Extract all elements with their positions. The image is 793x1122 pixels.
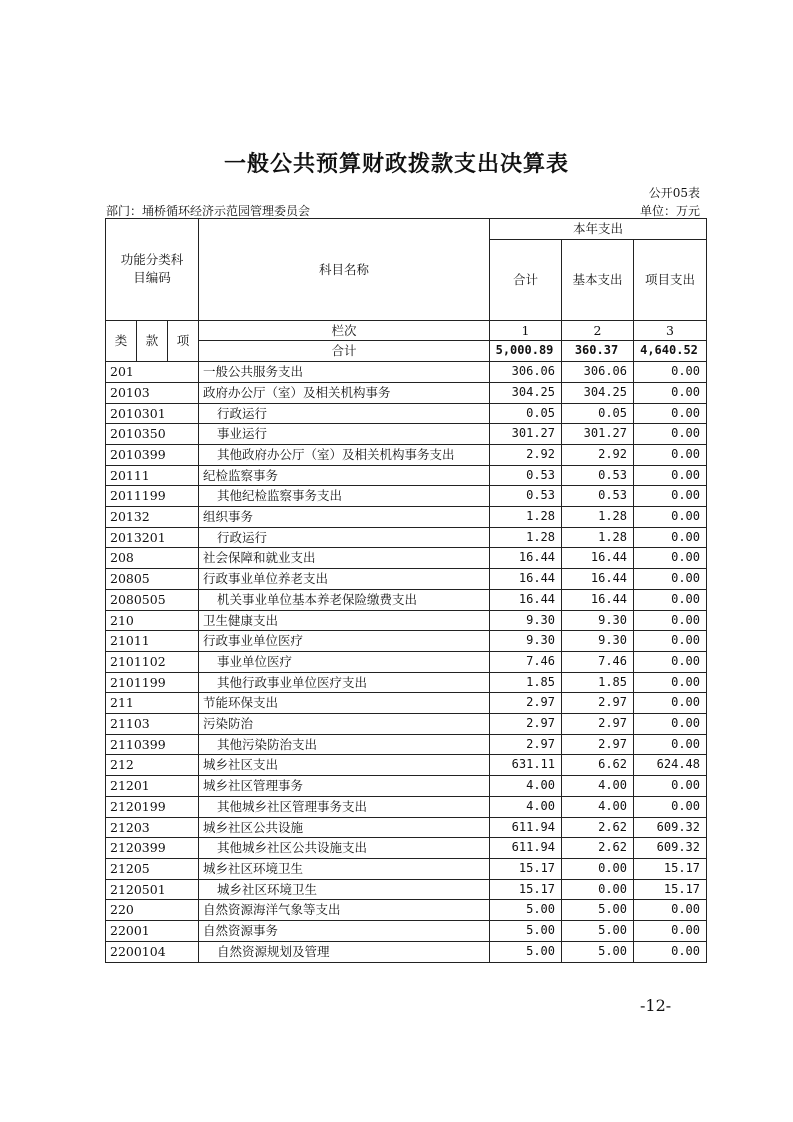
row-code: 208 (106, 548, 199, 569)
row-total: 611.94 (490, 838, 562, 859)
row-code: 201 (106, 362, 199, 383)
xiang-header: 项 (168, 320, 199, 361)
row-code: 20132 (106, 507, 199, 528)
row-total: 2.92 (490, 444, 562, 465)
row-name: 行政事业单位养老支出 (199, 569, 490, 590)
row-name: 其他污染防治支出 (199, 734, 490, 755)
row-total: 0.05 (490, 403, 562, 424)
row-code: 21103 (106, 714, 199, 735)
row-total: 2.97 (490, 714, 562, 735)
row-basic: 301.27 (562, 424, 634, 445)
row-code: 2120199 (106, 796, 199, 817)
row-name: 城乡社区环境卫生 (199, 879, 490, 900)
row-project: 0.00 (634, 693, 707, 714)
row-code: 2200104 (106, 941, 199, 962)
kuan-header: 款 (137, 320, 168, 361)
row-total: 15.17 (490, 879, 562, 900)
row-project: 0.00 (634, 444, 707, 465)
row-basic: 16.44 (562, 589, 634, 610)
row-name: 城乡社区支出 (199, 755, 490, 776)
row-total: 15.17 (490, 858, 562, 879)
unit-label: 单位：万元 (639, 204, 700, 218)
row-project: 0.00 (634, 714, 707, 735)
row-basic: 5.00 (562, 941, 634, 962)
row-total: 611.94 (490, 817, 562, 838)
row-basic: 2.92 (562, 444, 634, 465)
row-basic: 9.30 (562, 631, 634, 652)
row-project: 0.00 (634, 631, 707, 652)
row-basic: 4.00 (562, 796, 634, 817)
row-basic: 304.25 (562, 382, 634, 403)
row-total: 304.25 (490, 382, 562, 403)
row-code: 20805 (106, 569, 199, 590)
table-row (106, 672, 707, 693)
subject-name-header: 科目名称 (199, 219, 490, 321)
total-header: 合计 (490, 239, 562, 320)
table-row (106, 610, 707, 631)
func-class-header: 功能分类科目编码 (106, 219, 199, 321)
row-name: 污染防治 (199, 714, 490, 735)
row-code: 22001 (106, 921, 199, 942)
row-name: 节能环保支出 (199, 693, 490, 714)
sum-label: 合计 (199, 341, 490, 362)
table-row (106, 714, 707, 735)
row-name: 其他政府办公厅（室）及相关机构事务支出 (199, 444, 490, 465)
table-row (106, 548, 707, 569)
row-basic: 16.44 (562, 548, 634, 569)
row-project: 0.00 (634, 362, 707, 383)
row-code: 2010399 (106, 444, 199, 465)
row-project: 0.00 (634, 610, 707, 631)
row-basic: 7.46 (562, 651, 634, 672)
row-project: 15.17 (634, 879, 707, 900)
row-name: 机关事业单位基本养老保险缴费支出 (199, 589, 490, 610)
table-row (106, 796, 707, 817)
row-total: 631.11 (490, 755, 562, 776)
row-code: 210 (106, 610, 199, 631)
table-row (106, 858, 707, 879)
table-row (106, 403, 707, 424)
table-row (106, 921, 707, 942)
row-project: 0.00 (634, 776, 707, 797)
table-row (106, 486, 707, 507)
row-total: 1.28 (490, 507, 562, 528)
row-name: 一般公共服务支出 (199, 362, 490, 383)
row-basic: 0.00 (562, 879, 634, 900)
table-row (106, 941, 707, 962)
col2-label: 2 (562, 320, 634, 341)
row-project: 0.00 (634, 921, 707, 942)
row-code: 21205 (106, 858, 199, 879)
column-order-label: 栏次 (199, 320, 490, 341)
row-project: 0.00 (634, 548, 707, 569)
row-name: 行政运行 (199, 527, 490, 548)
table-row (106, 424, 707, 445)
row-name: 城乡社区管理事务 (199, 776, 490, 797)
row-project: 609.32 (634, 838, 707, 859)
table-row (106, 879, 707, 900)
row-total: 1.85 (490, 672, 562, 693)
row-basic: 0.00 (562, 858, 634, 879)
row-total: 9.30 (490, 610, 562, 631)
table-row (106, 900, 707, 921)
sum-total: 5,000.89 (490, 341, 562, 362)
row-code: 2101199 (106, 672, 199, 693)
row-project: 15.17 (634, 858, 707, 879)
row-code: 2101102 (106, 651, 199, 672)
table-row (106, 382, 707, 403)
row-project: 624.48 (634, 755, 707, 776)
row-code: 2011199 (106, 486, 199, 507)
form-number: 公开05表 (648, 186, 700, 200)
row-basic: 2.97 (562, 734, 634, 755)
row-total: 16.44 (490, 548, 562, 569)
row-project: 0.00 (634, 589, 707, 610)
row-total: 5.00 (490, 900, 562, 921)
year-spending-header: 本年支出 (490, 219, 707, 240)
row-name: 其他城乡社区管理事务支出 (199, 796, 490, 817)
row-total: 5.00 (490, 941, 562, 962)
row-basic: 1.28 (562, 507, 634, 528)
row-total: 16.44 (490, 589, 562, 610)
row-code: 2010350 (106, 424, 199, 445)
row-total: 16.44 (490, 569, 562, 590)
lei-header: 类 (106, 320, 137, 361)
row-code: 21011 (106, 631, 199, 652)
row-project: 0.00 (634, 527, 707, 548)
row-basic: 4.00 (562, 776, 634, 797)
row-code: 220 (106, 900, 199, 921)
col1-label: 1 (490, 320, 562, 341)
col3-label: 3 (634, 320, 707, 341)
sum-basic: 360.37 (562, 341, 634, 362)
table-row (106, 362, 707, 383)
row-total: 1.28 (490, 527, 562, 548)
row-total: 306.06 (490, 362, 562, 383)
row-code: 212 (106, 755, 199, 776)
row-code: 2013201 (106, 527, 199, 548)
row-project: 0.00 (634, 486, 707, 507)
table-row (106, 776, 707, 797)
row-name: 城乡社区环境卫生 (199, 858, 490, 879)
row-basic: 306.06 (562, 362, 634, 383)
table-row (106, 817, 707, 838)
row-total: 9.30 (490, 631, 562, 652)
row-total: 2.97 (490, 734, 562, 755)
row-project: 609.32 (634, 817, 707, 838)
row-name: 纪检监察事务 (199, 465, 490, 486)
table-row (106, 507, 707, 528)
row-project: 0.00 (634, 651, 707, 672)
row-total: 5.00 (490, 921, 562, 942)
row-project: 0.00 (634, 382, 707, 403)
row-project: 0.00 (634, 796, 707, 817)
row-basic: 5.00 (562, 900, 634, 921)
header-row-1 (106, 219, 707, 240)
row-name: 事业运行 (199, 424, 490, 445)
row-name: 行政事业单位医疗 (199, 631, 490, 652)
row-project: 0.00 (634, 734, 707, 755)
table-row (106, 631, 707, 652)
basic-header: 基本支出 (562, 239, 634, 320)
column-order-row (106, 320, 707, 341)
table-row (106, 465, 707, 486)
row-name: 自然资源事务 (199, 921, 490, 942)
row-total: 0.53 (490, 486, 562, 507)
row-basic: 6.62 (562, 755, 634, 776)
row-project: 0.00 (634, 465, 707, 486)
row-code: 2120399 (106, 838, 199, 859)
row-project: 0.00 (634, 424, 707, 445)
row-total: 4.00 (490, 776, 562, 797)
table-row (106, 569, 707, 590)
row-total: 301.27 (490, 424, 562, 445)
row-code: 2110399 (106, 734, 199, 755)
page-title: 一般公共预算财政拨款支出决算表 (223, 152, 569, 177)
row-project: 0.00 (634, 569, 707, 590)
row-basic: 0.53 (562, 486, 634, 507)
table-row (106, 444, 707, 465)
row-name: 行政运行 (199, 403, 490, 424)
row-code: 21201 (106, 776, 199, 797)
row-basic: 2.62 (562, 817, 634, 838)
row-code: 211 (106, 693, 199, 714)
row-name: 其他城乡社区公共设施支出 (199, 838, 490, 859)
row-name: 政府办公厅（室）及相关机构事务 (199, 382, 490, 403)
row-code: 21203 (106, 817, 199, 838)
row-total: 4.00 (490, 796, 562, 817)
row-name: 其他行政事业单位医疗支出 (199, 672, 490, 693)
row-name: 自然资源规划及管理 (199, 941, 490, 962)
row-name: 城乡社区公共设施 (199, 817, 490, 838)
department-label: 部门：埇桥循环经济示范园管理委员会 (106, 204, 311, 218)
row-code: 2080505 (106, 589, 199, 610)
table-row (106, 838, 707, 859)
row-name: 社会保障和就业支出 (199, 548, 490, 569)
table-row (106, 589, 707, 610)
row-code: 20111 (106, 465, 199, 486)
table-row (106, 693, 707, 714)
sum-project: 4,640.52 (634, 341, 707, 362)
table-row (106, 651, 707, 672)
row-code: 20103 (106, 382, 199, 403)
row-name: 组织事务 (199, 507, 490, 528)
row-total: 7.46 (490, 651, 562, 672)
row-code: 2120501 (106, 879, 199, 900)
row-total: 0.53 (490, 465, 562, 486)
row-basic: 1.28 (562, 527, 634, 548)
row-basic: 1.85 (562, 672, 634, 693)
row-name: 自然资源海洋气象等支出 (199, 900, 490, 921)
row-name: 卫生健康支出 (199, 610, 490, 631)
project-header: 项目支出 (634, 239, 707, 320)
row-project: 0.00 (634, 900, 707, 921)
row-project: 0.00 (634, 507, 707, 528)
row-basic: 5.00 (562, 921, 634, 942)
table-row (106, 755, 707, 776)
row-basic: 0.05 (562, 403, 634, 424)
row-name: 事业单位医疗 (199, 651, 490, 672)
table-row (106, 734, 707, 755)
expenditure-table (105, 218, 707, 963)
row-project: 0.00 (634, 941, 707, 962)
row-basic: 2.62 (562, 838, 634, 859)
table-row (106, 527, 707, 548)
row-code: 2010301 (106, 403, 199, 424)
row-basic: 9.30 (562, 610, 634, 631)
row-name: 其他纪检监察事务支出 (199, 486, 490, 507)
row-project: 0.00 (634, 403, 707, 424)
page-number: -12- (640, 996, 672, 1015)
row-total: 2.97 (490, 693, 562, 714)
row-basic: 2.97 (562, 714, 634, 735)
row-basic: 16.44 (562, 569, 634, 590)
row-basic: 0.53 (562, 465, 634, 486)
row-basic: 2.97 (562, 693, 634, 714)
row-project: 0.00 (634, 672, 707, 693)
